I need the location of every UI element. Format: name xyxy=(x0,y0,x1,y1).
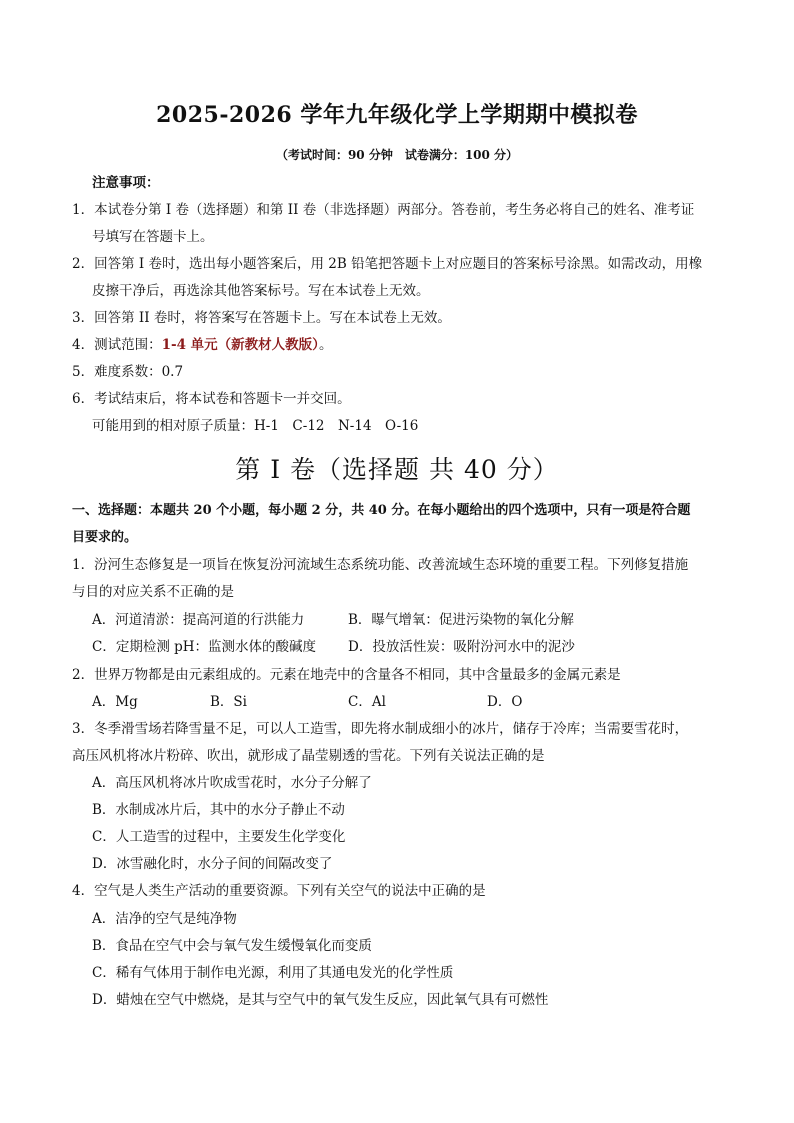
note-number: 5． xyxy=(72,364,95,380)
exam-subtitle: （考试时间：90 分钟 试卷满分：100 分） xyxy=(275,148,519,162)
note-number: 3． xyxy=(72,310,95,326)
question-1-option-d: D．投放活性炭：吸附汾河水中的泥沙 xyxy=(348,639,575,655)
note-item-6 xyxy=(72,391,351,407)
question-4-option-a: A．洁净的空气是纯净物 xyxy=(92,911,237,927)
question-1-option-a: A．河道清淤：提高河道的行洪能力 xyxy=(92,612,305,628)
note-text: 测试范围： xyxy=(94,337,162,353)
note-text: 。 xyxy=(318,337,333,353)
question-1-option-b: B．曝气增氧：促进污染物的氧化分解 xyxy=(348,612,574,628)
question-4-stem: 4．空气是人类生产活动的重要资源。下列有关空气的说法中正确的是 xyxy=(72,883,486,899)
section-title: 第 I 卷（选择题 共 40 分） xyxy=(235,455,559,484)
note-number: 4． xyxy=(72,337,95,353)
section-intro xyxy=(72,503,690,519)
note-text: 考试结束后，将本试卷和答题卡一并交回。 xyxy=(94,391,351,407)
atomic-mass-line: 可能用到的相对原子质量：H-1 C-12 N-14 O-16 xyxy=(92,418,419,434)
question-3-option-d: D．冰雪融化时，水分子间的间隔改变了 xyxy=(92,856,333,872)
note-text: 本试卷分第 I 卷（选择题）和第 II 卷（非选择题）两部分。答卷前，考生务必将自己的姓名、准考证 xyxy=(94,202,695,218)
test-scope: 1-4 单元（新教材人教版） xyxy=(161,337,319,353)
question-2-option-d: D．O xyxy=(487,694,523,710)
note-item-2-cont: 皮擦干净后，再选涂其他答案标号。写在本试卷上无效。 xyxy=(92,283,430,299)
question-3-option-c: C．人工造雪的过程中，主要发生化学变化 xyxy=(92,829,346,845)
question-2-stem: 2．世界万物都是由元素组成的。元素在地壳中的含量各不相同，其中含量最多的金属元素是 xyxy=(72,667,621,683)
question-3-option-b: B．水制成冰片后，其中的水分子静止不动 xyxy=(92,802,345,818)
question-1-option-c: C．定期检测 pH：监测水体的酸碱度 xyxy=(92,639,317,655)
note-number: 2． xyxy=(72,256,95,272)
note-item-1-cont: 号填写在答题卡上。 xyxy=(92,229,214,245)
question-2-option-b: B．Si xyxy=(210,694,247,710)
question-3-stem-cont: 高压风机将冰片粉碎、吹出，就形成了晶莹剔透的雪花。下列有关说法正确的是 xyxy=(72,748,545,764)
note-text: 回答第 I 卷时，选出每小题答案后，用 2B 铅笔把答题卡上对应题目的答案标号涂黑。如需改动，用橡 xyxy=(94,256,703,272)
note-item-5 xyxy=(72,364,183,380)
question-3-stem: 3．冬季滑雪场若降雪量不足，可以人工造雪，即先将水制成细小的冰片，储存于冷库；当需要雪花时， xyxy=(72,721,689,737)
exam-title: 2025-2026 学年九年级化学上学期期中模拟卷 xyxy=(156,102,638,128)
question-1-stem-cont: 与目的对应关系不正确的是 xyxy=(72,584,234,600)
question-2-option-c: C．Al xyxy=(348,694,386,710)
question-4-option-d: D．蜡烛在空气中燃烧，是其与空气中的氧气发生反应，因此氧气具有可燃性 xyxy=(92,992,549,1008)
note-number: 6． xyxy=(72,391,95,407)
note-item-3 xyxy=(72,310,451,326)
question-4-option-c: C．稀有气体用于制作电光源，利用了其通电发光的化学性质 xyxy=(92,965,454,981)
note-item-2 xyxy=(72,256,702,272)
question-4-option-b: B．食品在空气中会与氧气发生缓慢氧化而变质 xyxy=(92,938,372,954)
notes-heading: 注意事项： xyxy=(92,175,160,191)
note-text: 回答第 II 卷时，将答案写在答题卡上。写在本试卷上无效。 xyxy=(94,310,451,326)
intro-text: 一、选择题：本题共 20 个小题，每小题 2 分，共 40 分。在每小题给出的 xyxy=(72,503,509,518)
question-1-stem: 1．汾河生态修复是一项旨在恢复汾河流域生态系统功能、改善流域生态环境的重要工程。下列修复措施 xyxy=(72,557,689,573)
note-number: 1． xyxy=(72,202,95,218)
note-text: 难度系数：0.7 xyxy=(94,364,184,380)
intro-text: ，只有一项是符合题 xyxy=(573,503,691,518)
note-item-1 xyxy=(72,202,694,218)
intro-bold: 四个选项中 xyxy=(508,503,574,518)
question-2-option-a: A．Mg xyxy=(92,694,138,710)
note-item-4 xyxy=(72,337,332,353)
section-intro-cont: 目要求的。 xyxy=(72,530,138,545)
question-3-option-a: A．高压风机将冰片吹成雪花时，水分子分解了 xyxy=(92,775,372,791)
